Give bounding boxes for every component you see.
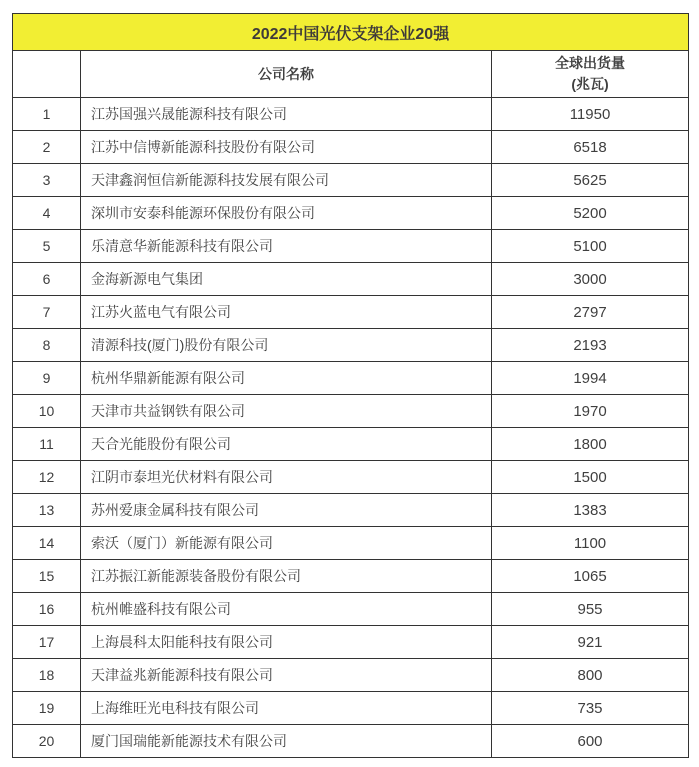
- rank-cell: 3: [13, 164, 81, 197]
- company-cell: 深圳市安泰科能源环保股份有限公司: [81, 197, 492, 230]
- company-cell: 天合光能股份有限公司: [81, 428, 492, 461]
- shipment-cell: 6518: [492, 131, 689, 164]
- table-row: [13, 164, 689, 197]
- table-row: [13, 692, 689, 725]
- shipment-cell: 5625: [492, 164, 689, 197]
- table-body: [13, 98, 689, 758]
- table-row: [13, 659, 689, 692]
- shipment-cell: 3000: [492, 263, 689, 296]
- rank-cell: 10: [13, 395, 81, 428]
- company-cell: 江苏振江新能源装备股份有限公司: [81, 560, 492, 593]
- rank-cell: 9: [13, 362, 81, 395]
- table-row: [13, 428, 689, 461]
- rank-cell: 19: [13, 692, 81, 725]
- shipment-cell: 1500: [492, 461, 689, 494]
- company-cell: 清源科技(厦门)股份有限公司: [81, 329, 492, 362]
- company-cell: 江阴市泰坦光伏材料有限公司: [81, 461, 492, 494]
- table-row: [13, 131, 689, 164]
- rank-cell: 1: [13, 98, 81, 131]
- column-header-company: 公司名称: [81, 51, 492, 98]
- rank-cell: 13: [13, 494, 81, 527]
- company-cell: 江苏中信博新能源科技股份有限公司: [81, 131, 492, 164]
- table-row: [13, 494, 689, 527]
- column-header-shipment: [492, 51, 689, 98]
- rank-cell: 4: [13, 197, 81, 230]
- title-row: [13, 14, 689, 51]
- company-cell: 索沃（厦门）新能源有限公司: [81, 527, 492, 560]
- company-cell: 厦门国瑞能新能源技术有限公司: [81, 725, 492, 758]
- rank-cell: 8: [13, 329, 81, 362]
- rank-cell: 14: [13, 527, 81, 560]
- company-cell: 天津益兆新能源科技有限公司: [81, 659, 492, 692]
- rank-cell: 17: [13, 626, 81, 659]
- ranking-table: [12, 13, 689, 758]
- rank-cell: 11: [13, 428, 81, 461]
- table-row: [13, 263, 689, 296]
- company-cell: 苏州爱康金属科技有限公司: [81, 494, 492, 527]
- rank-cell: 5: [13, 230, 81, 263]
- table-row: [13, 362, 689, 395]
- company-cell: 上海晨科太阳能科技有限公司: [81, 626, 492, 659]
- header-row: [13, 51, 689, 98]
- shipment-cell: 600: [492, 725, 689, 758]
- rank-cell: 7: [13, 296, 81, 329]
- rank-cell: 18: [13, 659, 81, 692]
- table-row: [13, 197, 689, 230]
- rank-cell: 6: [13, 263, 81, 296]
- table-title: 2022中国光伏支架企业20强: [13, 14, 689, 51]
- shipment-cell: 800: [492, 659, 689, 692]
- table-row: [13, 329, 689, 362]
- company-cell: 上海维旺光电科技有限公司: [81, 692, 492, 725]
- shipment-cell: 955: [492, 593, 689, 626]
- table-row: [13, 296, 689, 329]
- shipment-cell: 2193: [492, 329, 689, 362]
- shipment-cell: 11950: [492, 98, 689, 131]
- shipment-header-line2: (兆瓦): [571, 76, 609, 92]
- shipment-cell: 5200: [492, 197, 689, 230]
- shipment-cell: 1970: [492, 395, 689, 428]
- shipment-cell: 5100: [492, 230, 689, 263]
- company-cell: 杭州帷盛科技有限公司: [81, 593, 492, 626]
- shipment-cell: 1100: [492, 527, 689, 560]
- shipment-cell: 1994: [492, 362, 689, 395]
- table-row: [13, 98, 689, 131]
- ranking-table-container: [12, 13, 688, 758]
- shipment-header-line1: 全球出货量: [555, 55, 626, 71]
- column-header-rank: [13, 51, 81, 98]
- shipment-cell: 1065: [492, 560, 689, 593]
- company-cell: 杭州华鼎新能源有限公司: [81, 362, 492, 395]
- rank-cell: 12: [13, 461, 81, 494]
- table-row: [13, 593, 689, 626]
- rank-cell: 15: [13, 560, 81, 593]
- table-row: [13, 395, 689, 428]
- company-cell: 江苏火蓝电气有限公司: [81, 296, 492, 329]
- company-cell: 金海新源电气集团: [81, 263, 492, 296]
- rank-cell: 16: [13, 593, 81, 626]
- company-cell: 江苏国强兴晟能源科技有限公司: [81, 98, 492, 131]
- table-row: [13, 725, 689, 758]
- table-row: [13, 527, 689, 560]
- table-row: [13, 626, 689, 659]
- table-row: [13, 461, 689, 494]
- company-cell: 乐清意华新能源科技有限公司: [81, 230, 492, 263]
- shipment-cell: 2797: [492, 296, 689, 329]
- shipment-cell: 921: [492, 626, 689, 659]
- rank-cell: 20: [13, 725, 81, 758]
- shipment-cell: 1383: [492, 494, 689, 527]
- rank-cell: 2: [13, 131, 81, 164]
- company-cell: 天津鑫润恒信新能源科技发展有限公司: [81, 164, 492, 197]
- shipment-cell: 1800: [492, 428, 689, 461]
- table-row: [13, 230, 689, 263]
- shipment-cell: 735: [492, 692, 689, 725]
- company-cell: 天津市共益钢铁有限公司: [81, 395, 492, 428]
- table-row: [13, 560, 689, 593]
